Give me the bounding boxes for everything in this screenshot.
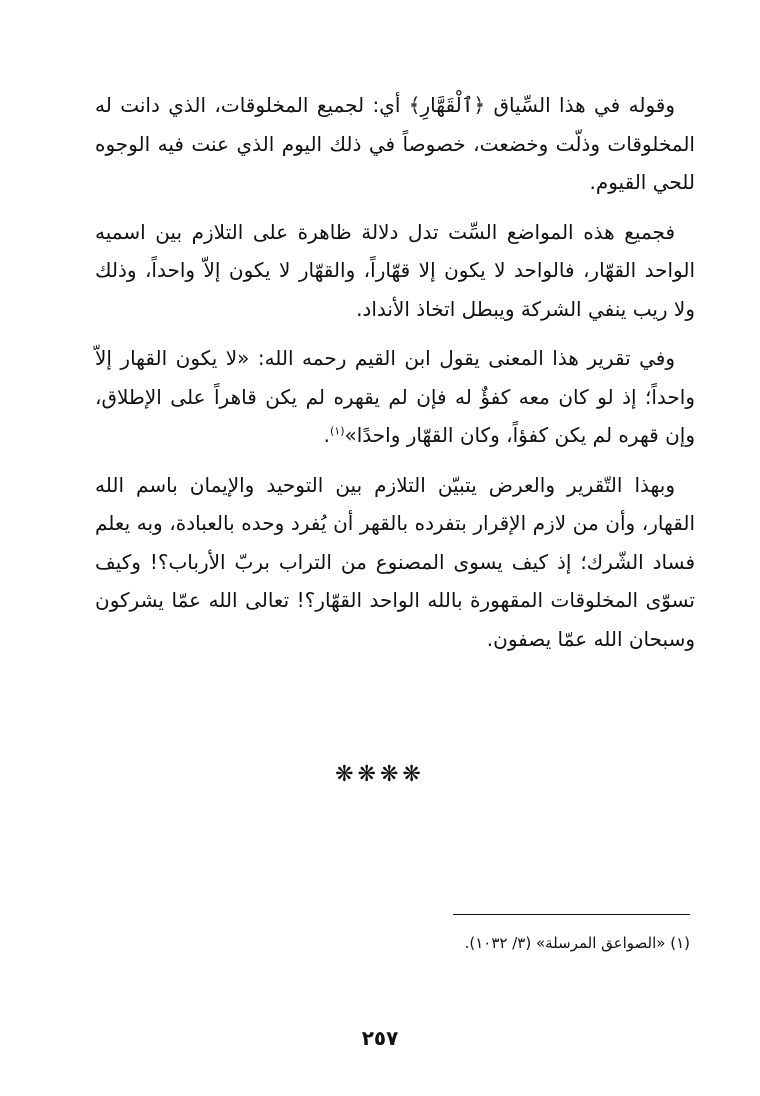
paragraph-text: وقوله في هذا السِّياق ﴿ٱلْقَهَّارِ﴾ أي: لجميع المخلوقات، الذي دانت له المخلوقات وذلّت وخضعت، خصوصاً في ذلك اليوم الذي عنت فيه الوجوه للحي القيوم. — [95, 93, 695, 194]
main-text — [95, 86, 695, 669]
footnote-divider — [453, 914, 690, 915]
paragraph — [95, 339, 695, 455]
paragraph — [95, 213, 695, 329]
footnote-reference[interactable]: (١) — [329, 424, 345, 438]
paragraph-text: وفي تقرير هذا المعنى يقول ابن القيم رحمه الله: «لا يكون القهار إلاّ واحداً؛ إذ لو كان معه كفؤٌ له فإن لم يقهره لم يكن قاهراً على الإطلاق، وإن قهره لم يكن كفؤاً، وكان القهّار واحدًا» — [95, 346, 695, 447]
paragraph-end-punctuation: . — [323, 423, 330, 447]
section-separator: ❋❋❋❋ — [335, 762, 425, 787]
paragraph — [95, 86, 695, 202]
footnote: (١) «الصواعق المرسلة» (٣/ ١٠٣٢). — [464, 934, 690, 952]
paragraph — [95, 466, 695, 659]
paragraph-text: فجميع هذه المواضع السِّت تدل دلالة ظاهرة على التلازم بين اسميه الواحد القهّار، فالواحد لا يكون إلا قهّاراً، والقهّار لا يكون إلاّ واحداً، وذلك ولا ريب ينفي الشركة ويبطل اتخاذ الأنداد. — [95, 219, 695, 321]
paragraph-text: وبهذا التّقرير والعرض يتبيّن التلازم بين التوحيد والإيمان باسم الله القهار، وأن من لازم الإقرار بتفرده بالقهر أن يُفرد وحده بالعبادة، وبه يعلم فساد الشّرك؛ إذ كيف يسوى المصنوع من التراب بربّ الأرباب؟! وكيف تسوّى المخلوقات المقهورة بالله الواحد القهّار؟! تعالى الله عمّا يشركون وسبحان الله عمّا يصفون. — [95, 472, 695, 651]
page-number: ٢٥٧ — [361, 1026, 399, 1050]
